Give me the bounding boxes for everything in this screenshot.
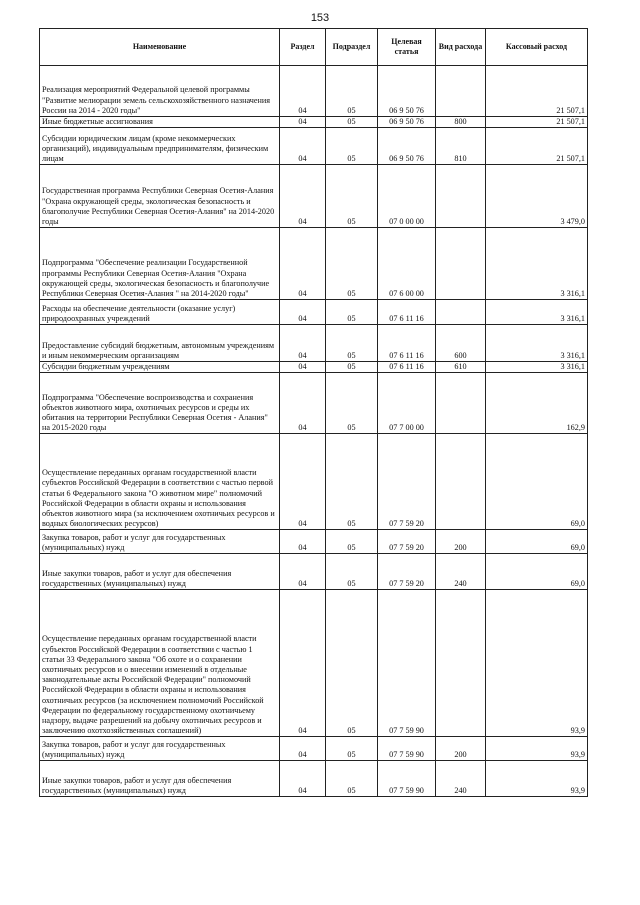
- row-section: 04: [280, 590, 326, 737]
- row-section: 04: [280, 434, 326, 530]
- row-subsection: 05: [326, 554, 378, 590]
- row-subsection: 05: [326, 530, 378, 554]
- table-row: [40, 66, 588, 117]
- row-name: Осуществление переданных органам государственной власти субъектов Российской Федерации в соответствии с частью первой статьи 6 Федерального закона "О животном мире" полномочий Российской Федерации в области охраны и использования объектов животного мира (за исключением охотничьих ресурсов и водных биологических ресурсов): [40, 434, 280, 530]
- row-section: 04: [280, 117, 326, 128]
- row-name: Расходы на обеспечение деятельности (оказание услуг) природоохранных учреждений: [40, 300, 280, 325]
- table-row: [40, 325, 588, 362]
- table-row: [40, 117, 588, 128]
- row-subsection: 05: [326, 325, 378, 362]
- row-expense-type: 600: [436, 325, 486, 362]
- row-target: 07 7 59 20: [378, 434, 436, 530]
- row-section: 04: [280, 530, 326, 554]
- row-expense-type: [436, 373, 486, 434]
- row-subsection: 05: [326, 66, 378, 117]
- row-section: 04: [280, 300, 326, 325]
- row-name: Подпрограмма "Обеспечение реализации Государственной программы Республики Северная Осетия-Алания "Охрана окружающей среды, экологическая безопасность и благополучие Республики Северная Осетия-Алания " на 2014-2020 годы": [40, 228, 280, 300]
- table-row: [40, 530, 588, 554]
- row-cash: 21 507,1: [486, 117, 588, 128]
- row-expense-type: 800: [436, 117, 486, 128]
- row-cash: 21 507,1: [486, 66, 588, 117]
- table-header-row: [40, 29, 588, 66]
- row-section: 04: [280, 128, 326, 165]
- row-expense-type: [436, 434, 486, 530]
- table-row: [40, 165, 588, 228]
- row-target: 07 7 59 90: [378, 737, 436, 761]
- table-row: [40, 228, 588, 300]
- row-target: 07 6 11 16: [378, 325, 436, 362]
- header-name: Наименование: [40, 29, 280, 66]
- row-expense-type: [436, 590, 486, 737]
- row-subsection: 05: [326, 373, 378, 434]
- row-name: Государственная программа Республики Северная Осетия-Алания "Охрана окружающей среды, экологическая безопасность и благополучие Республики Северная Осетия-Алания" на 2014-2020 годы: [40, 165, 280, 228]
- table-row: [40, 434, 588, 530]
- header-expense-type: Вид расхода: [436, 29, 486, 66]
- row-subsection: 05: [326, 228, 378, 300]
- row-cash: 3 316,1: [486, 300, 588, 325]
- row-target: 06 9 50 76: [378, 117, 436, 128]
- row-target: 07 0 00 00: [378, 165, 436, 228]
- row-section: 04: [280, 373, 326, 434]
- row-cash: 21 507,1: [486, 128, 588, 165]
- row-target: 07 7 59 90: [378, 761, 436, 797]
- row-name: Реализация мероприятий Федеральной целевой программы "Развитие мелиорации земель сельскохозяйственного назначения России на 2014 - 2020 годы": [40, 66, 280, 117]
- row-cash: 3 316,1: [486, 362, 588, 373]
- row-target: 07 6 00 00: [378, 228, 436, 300]
- row-section: 04: [280, 554, 326, 590]
- row-target: 06 9 50 76: [378, 128, 436, 165]
- row-section: 04: [280, 325, 326, 362]
- row-name: Осуществление переданных органам государственной власти субъектов Российской Федерации в соответствии с частью 1 статьи 33 Федерального закона "Об охоте и о сохранении охотничьих ресурсов и о внесении изменений в отдельные законодательные акты Российской Федерации" полномочий Российской Федерации в области охраны и использования охотничьих ресурсов (за исключением полномочий Российской Федерации по федеральному государственному охотничьему надзору, выдаче разрешений на добычу охотничьих ресурсов и заключению охотхозяйственных соглашений): [40, 590, 280, 737]
- page-number: 153: [310, 12, 330, 24]
- row-subsection: 05: [326, 117, 378, 128]
- row-cash: 93,9: [486, 761, 588, 797]
- row-target: 07 7 00 00: [378, 373, 436, 434]
- row-name: Подпрограмма "Обеспечение воспроизводства и сохранения объектов животного мира, охотничьих ресурсов и среды их обитания на территории Республики Северная Осетия - Алания" на 2015-2020 годы: [40, 373, 280, 434]
- row-subsection: 05: [326, 128, 378, 165]
- row-target: 06 9 50 76: [378, 66, 436, 117]
- row-cash: 162,9: [486, 373, 588, 434]
- row-section: 04: [280, 737, 326, 761]
- row-subsection: 05: [326, 737, 378, 761]
- row-expense-type: 200: [436, 737, 486, 761]
- row-expense-type: 810: [436, 128, 486, 165]
- row-section: 04: [280, 362, 326, 373]
- row-name: Иные бюджетные ассигнования: [40, 117, 280, 128]
- table-row: [40, 362, 588, 373]
- row-cash: 93,9: [486, 737, 588, 761]
- row-section: 04: [280, 761, 326, 797]
- table-row: [40, 761, 588, 797]
- row-name: Субсидии бюджетным учреждениям: [40, 362, 280, 373]
- header-target: Целевая статья: [378, 29, 436, 66]
- row-subsection: 05: [326, 761, 378, 797]
- row-cash: 3 479,0: [486, 165, 588, 228]
- row-target: 07 7 59 90: [378, 590, 436, 737]
- row-name: Иные закупки товаров, работ и услуг для обеспечения государственных (муниципальных) нужд: [40, 761, 280, 797]
- table-row: [40, 300, 588, 325]
- table-row: [40, 737, 588, 761]
- row-expense-type: 610: [436, 362, 486, 373]
- row-name: Закупка товаров, работ и услуг для государственных (муниципальных) нужд: [40, 530, 280, 554]
- row-expense-type: [436, 165, 486, 228]
- row-expense-type: [436, 66, 486, 117]
- header-subsection: Подраздел: [326, 29, 378, 66]
- row-section: 04: [280, 66, 326, 117]
- row-cash: 3 316,1: [486, 228, 588, 300]
- row-target: 07 7 59 20: [378, 554, 436, 590]
- row-name: Закупка товаров, работ и услуг для государственных (муниципальных) нужд: [40, 737, 280, 761]
- row-cash: 3 316,1: [486, 325, 588, 362]
- row-name: Предоставление субсидий бюджетным, автономным учреждениям и иным некоммерческим организациям: [40, 325, 280, 362]
- header-cash: Кассовый расход: [486, 29, 588, 66]
- row-expense-type: 240: [436, 761, 486, 797]
- row-expense-type: 240: [436, 554, 486, 590]
- row-cash: 93,9: [486, 590, 588, 737]
- row-name: Иные закупки товаров, работ и услуг для обеспечения государственных (муниципальных) нужд: [40, 554, 280, 590]
- table-row: [40, 554, 588, 590]
- budget-table: [39, 28, 588, 797]
- row-cash: 69,0: [486, 554, 588, 590]
- row-cash: 69,0: [486, 530, 588, 554]
- row-subsection: 05: [326, 165, 378, 228]
- row-target: 07 7 59 20: [378, 530, 436, 554]
- row-expense-type: [436, 228, 486, 300]
- row-section: 04: [280, 228, 326, 300]
- row-expense-type: 200: [436, 530, 486, 554]
- row-subsection: 05: [326, 590, 378, 737]
- row-expense-type: [436, 300, 486, 325]
- row-section: 04: [280, 165, 326, 228]
- table-row: [40, 590, 588, 737]
- header-section: Раздел: [280, 29, 326, 66]
- table-row: [40, 373, 588, 434]
- row-target: 07 6 11 16: [378, 362, 436, 373]
- row-subsection: 05: [326, 362, 378, 373]
- row-name: Субсидии юридическим лицам (кроме некоммерческих организаций), индивидуальным предпринимателям, физическим лицам: [40, 128, 280, 165]
- table-row: [40, 128, 588, 165]
- row-cash: 69,0: [486, 434, 588, 530]
- row-target: 07 6 11 16: [378, 300, 436, 325]
- row-subsection: 05: [326, 434, 378, 530]
- row-subsection: 05: [326, 300, 378, 325]
